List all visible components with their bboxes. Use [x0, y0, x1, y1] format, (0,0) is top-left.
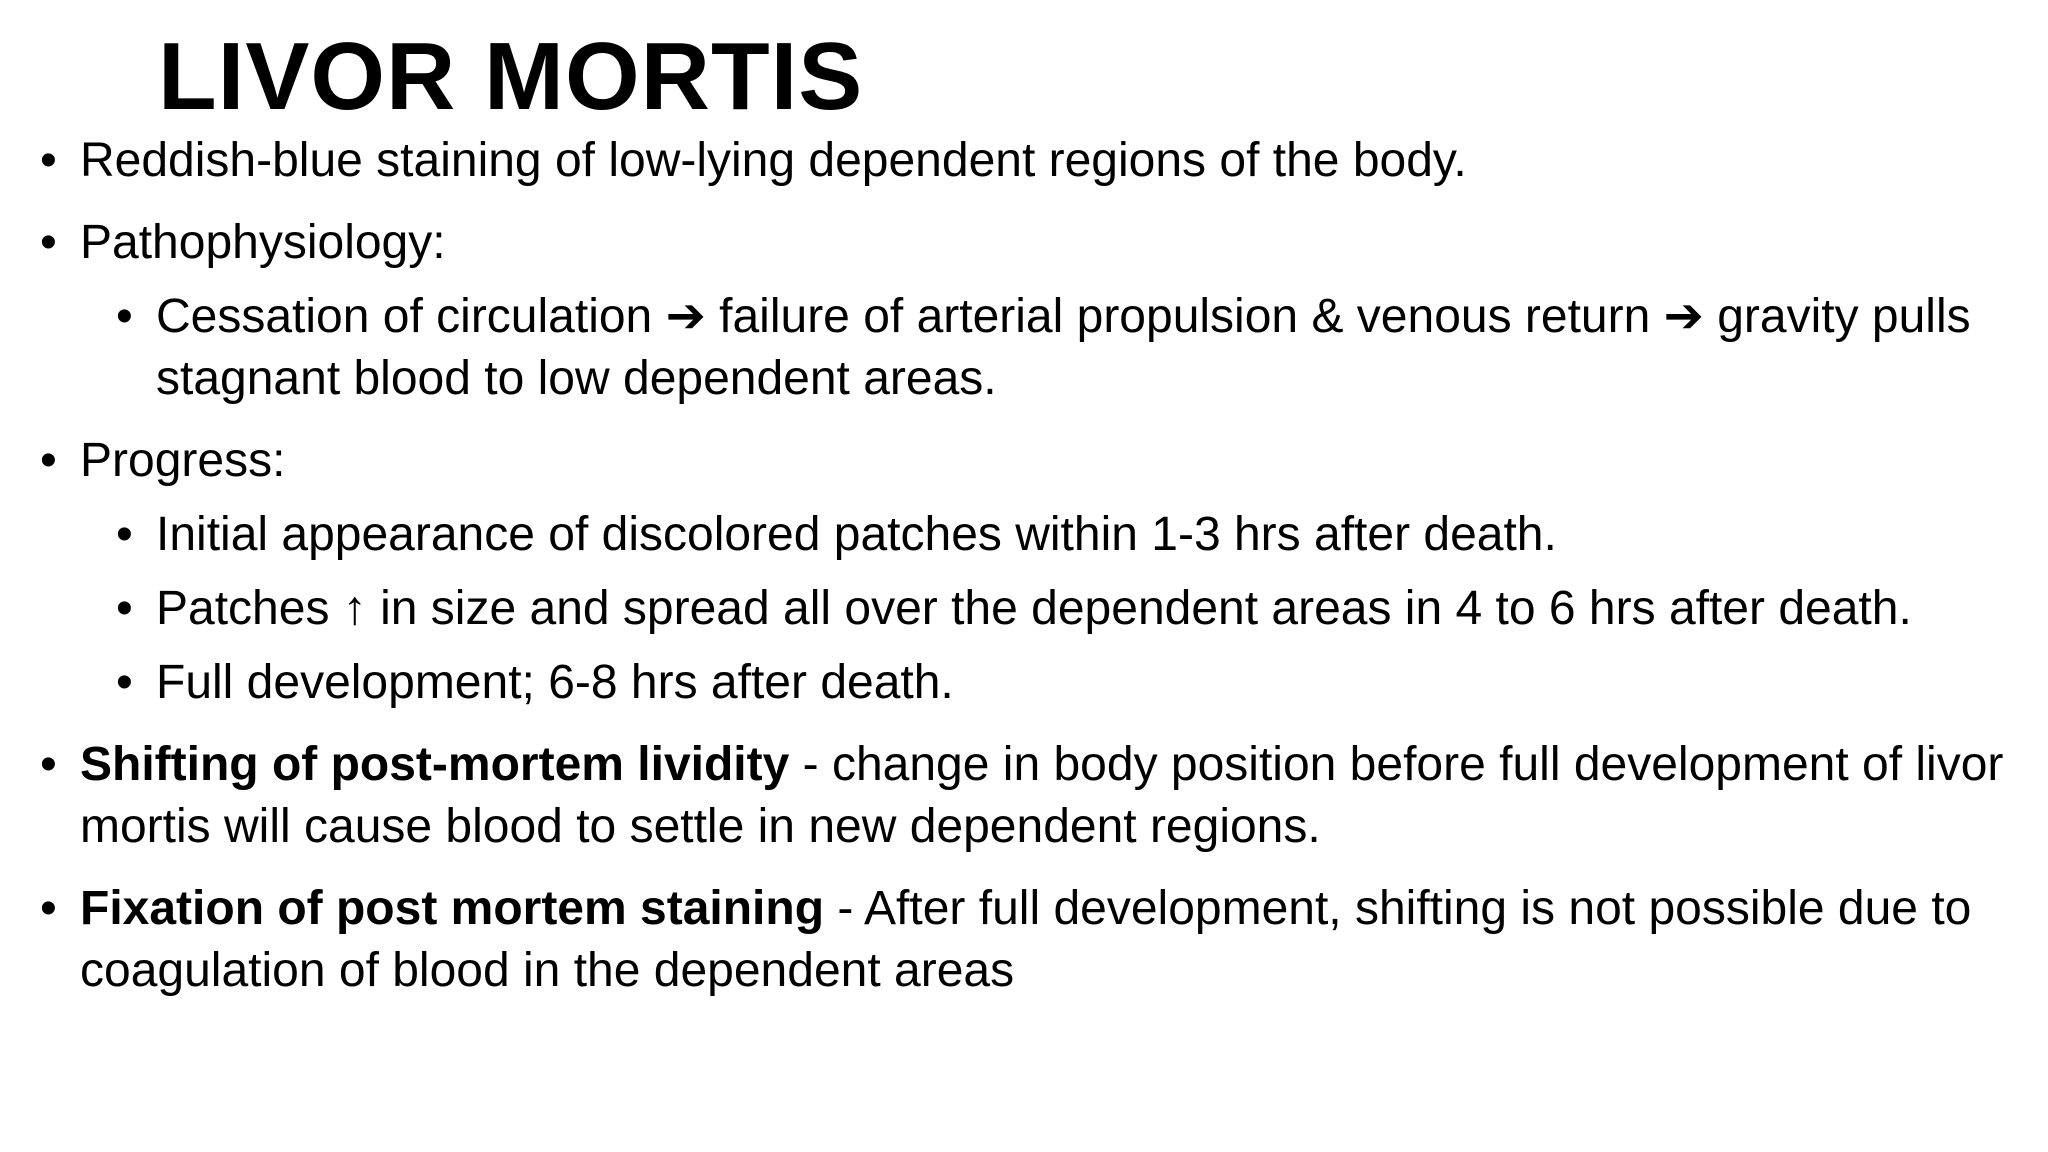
- bullet-dot-icon: •: [40, 434, 57, 487]
- sub-bullet-progress-initial: [116, 504, 2030, 566]
- bullet-dot-icon: •: [40, 738, 57, 791]
- bullet-list: [40, 130, 2030, 1022]
- bullet-dot-icon: •: [116, 508, 133, 561]
- bullet-fixation: [40, 878, 2030, 1002]
- fixation-term: Fixation of post mortem staining: [80, 882, 825, 935]
- sub-bullet-progress-spread: [116, 578, 2030, 640]
- pathophysiology-heading: Pathophysiology:: [80, 216, 446, 269]
- shifting-term: Shifting of post-mortem lividity: [80, 738, 790, 791]
- progress-spread-text: Patches ↑ in size and spread all over the dependent areas in 4 to 6 hrs after death.: [156, 582, 1912, 635]
- patho-detail-part3: gravity pulls stagnant blood to low dependent areas.: [156, 290, 1971, 405]
- slide-title: LIVOR MORTIS: [158, 23, 864, 130]
- bullet-dot-icon: •: [40, 216, 57, 269]
- sub-bullet-pathophysiology-detail: [116, 286, 2030, 410]
- bullet-dot-icon: •: [116, 290, 133, 343]
- bullet-dot-icon: •: [40, 134, 57, 187]
- progress-full-text: Full development; 6-8 hrs after death.: [156, 656, 954, 709]
- bullet-shifting: [40, 734, 2030, 858]
- sub-bullet-progress-full: [116, 652, 2030, 714]
- bullet-progress: [40, 430, 2030, 492]
- right-arrow-icon: ➔: [1663, 290, 1704, 343]
- bullet-pathophysiology: [40, 212, 2030, 274]
- definition-text: Reddish-blue staining of low-lying dependent regions of the body.: [80, 134, 1467, 187]
- progress-initial-text: Initial appearance of discolored patches within 1-3 hrs after death.: [156, 508, 1557, 561]
- bullet-dot-icon: •: [116, 656, 133, 709]
- patho-detail-part1: Cessation of circulation: [156, 290, 666, 343]
- progress-heading: Progress:: [80, 434, 286, 487]
- bullet-dot-icon: •: [116, 582, 133, 635]
- bullet-dot-icon: •: [40, 882, 57, 935]
- bullet-definition: [40, 130, 2030, 192]
- right-arrow-icon: ➔: [665, 290, 706, 343]
- shifting-text: - change in body position before full development of livor mortis will cause blood to settle in new dependent regions.: [80, 738, 2004, 853]
- fixation-text: - After full development, shifting is not possible due to coagulation of blood in the dependent areas: [80, 882, 1972, 997]
- patho-detail-part2: failure of arterial propulsion & venous return: [705, 290, 1664, 343]
